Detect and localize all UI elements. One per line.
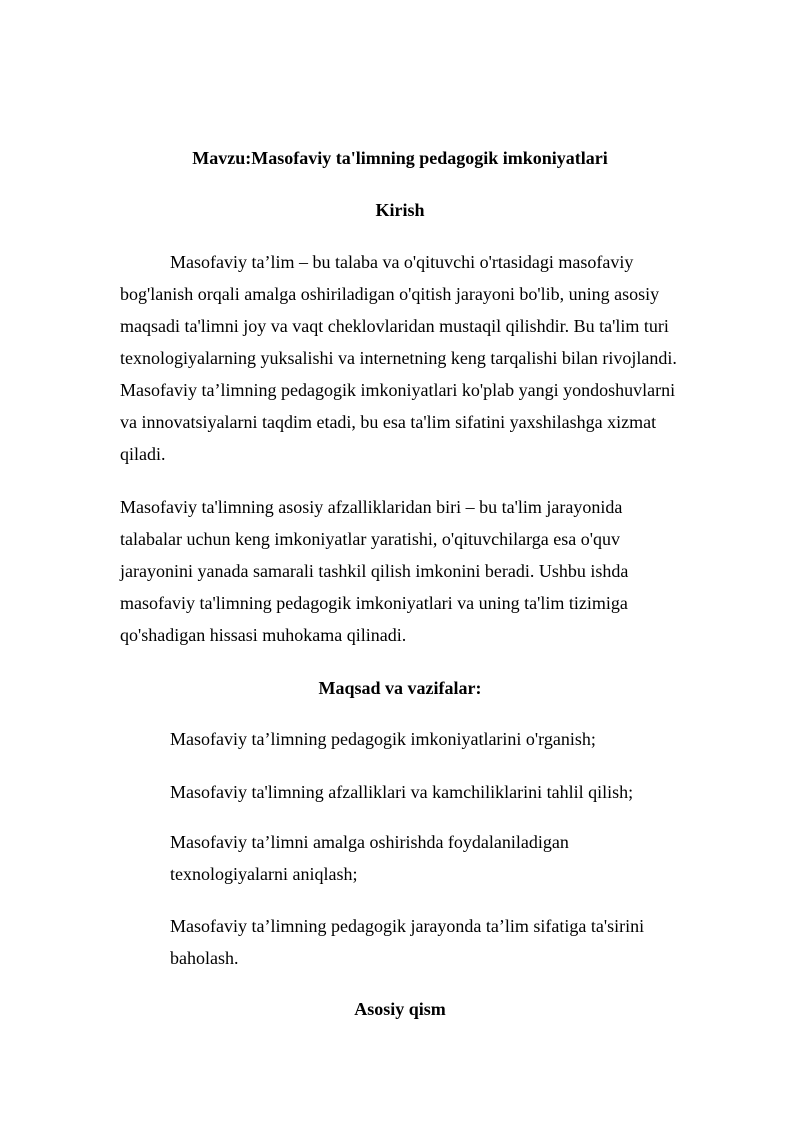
goal-item: Masofaviy ta'limning afzalliklari va kamchiliklarini tahlil qilish; bbox=[170, 782, 634, 802]
main-heading: Asosiy qism bbox=[354, 999, 446, 1019]
intro-paragraph-1: Masofaviy ta’lim – bu talaba va o'qituvchi o'rtasidagi masofaviy bog'lanish orqali amalga oshiriladigan o'qitish jarayoni bo'lib, uning asosiy maqsadi ta'limni joy va vaqt cheklovlaridan mustaqil qilishdir. Bu ta'lim turi texnologiyalarning yuksalishi va internetning keng tarqalishi bilan rivojlandi. Masofaviy ta’limning pedagogik imkoniyatlari ko'plab yangi yondoshuvlarni va innovatsiyalarni taqdim etadi, bu esa ta'lim sifatini yaxshilashga xizmat qiladi. bbox=[120, 252, 677, 464]
intro-paragraph-2: Masofaviy ta'limning asosiy afzalliklaridan biri – bu ta'lim jarayonida talabalar uchun keng imkoniyatlar yaratishi, o'qituvchilarga esa o'quv jarayonini yanada samarali tashkil qilish imkonini beradi. Ushbu ishda masofaviy ta'limning pedagogik imkoniyatlari va uning ta'lim tizimiga qo'shadigan hissasi muhokama qilinadi. bbox=[120, 497, 629, 645]
goal-item: Masofaviy ta’limning pedagogik imkoniyatlarini o'rganish; bbox=[170, 729, 596, 749]
goals-heading: Maqsad va vazifalar: bbox=[318, 678, 482, 698]
goal-item: Masofaviy ta’limni amalga oshirishda foydalaniladigan texnologiyalarni aniqlash; bbox=[170, 832, 569, 884]
document-title: Mavzu:Masofaviy ta'limning pedagogik imkoniyatlari bbox=[192, 148, 608, 168]
goal-item: Masofaviy ta’limning pedagogik jarayonda ta’lim sifatiga ta'sirini baholash. bbox=[170, 916, 645, 968]
intro-heading: Kirish bbox=[375, 200, 425, 220]
